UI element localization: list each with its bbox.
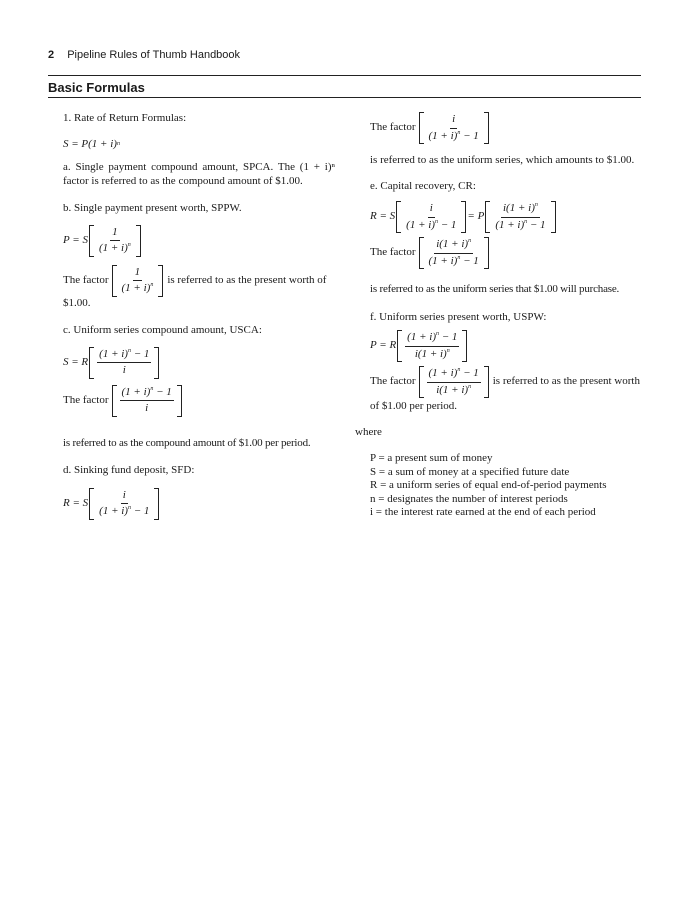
formula-cr: R = S $\frac{i}{(1 + i)^n - 1}$ = P $\frac{i(1 + i)^n}{(1 + i)^n - 1}$: [370, 201, 643, 233]
left-column: [63, 112, 335, 520]
e-factor-prefix: The factor: [370, 246, 416, 259]
definition-item: i = the interest rate earned at the end of each period: [370, 506, 596, 518]
uspw-factor-line: The factor $\frac{(1 + i)^n - 1}{i(1 + i)^n}$ is referred to as the present worth: [370, 366, 643, 398]
page-number: 2: [48, 49, 55, 61]
cr-factor-line: The factor $\frac{i(1 + i)^n}{(1 + i)^n - 1}$: [370, 237, 643, 269]
right-column: [355, 112, 643, 520]
d-text: is referred to as the uniform series, which amounts to $1.00.: [370, 154, 635, 166]
item-b-label: b. Single payment present worth, SPPW.: [63, 202, 242, 214]
section-title: Basic Formulas: [48, 80, 145, 95]
item1-label: 1. Rate of Return Formulas:: [63, 112, 187, 124]
formula-rate-of-return: S = P(1 + i) n: [63, 137, 120, 150]
f-factor-suffix: is referred to as the present worth: [492, 375, 640, 388]
formula-sppw: P = S $\frac{1}{(1 + i)^n}$: [63, 225, 335, 257]
formula-usca: S = R $\frac{(1 + i)^n - 1}{i}$: [63, 347, 335, 379]
f-factor-end: of $1.00 per period.: [370, 400, 458, 412]
item-f-label: f. Uniform series present worth, USPW:: [370, 310, 547, 323]
definition-item: P = a present sum of money: [370, 452, 493, 464]
definitions-list: [370, 452, 643, 520]
usca-factor-line: The factor $\frac{(1 + i)^n - 1}{i}$: [63, 385, 335, 417]
definition-item: S = a sum of money at a specified future date: [370, 465, 570, 478]
item-a-text: a. Single payment compound amount, SPCA. The (1 + i)ⁿ factor is referred to as the compound amount of $1.00.: [63, 161, 335, 187]
formula-uspw: P = R $\frac{(1 + i)^n - 1}{i(1 + i)^n}$: [370, 330, 643, 362]
c-text: is referred to as the compound amount of $1.00 per period.: [63, 436, 311, 449]
sfd-factor-line: The factor $\frac{i}{(1 + i)^n - 1}$: [370, 112, 643, 144]
b-factor-prefix: The factor: [63, 273, 109, 286]
book-title: Pipeline Rules of Thumb Handbook: [67, 49, 241, 61]
where-label: where: [355, 425, 382, 438]
b-factor-suffix: is referred to as the present worth of: [167, 273, 327, 286]
c-factor-prefix: The factor: [63, 393, 109, 406]
running-header: [48, 49, 240, 61]
b-factor-end: $1.00.: [63, 296, 91, 309]
item-c-label: c. Uniform series compound amount, USCA:: [63, 324, 262, 336]
definition-item: R = a uniform series of equal end-of-period payments: [370, 479, 607, 491]
header-rule: [48, 75, 641, 76]
e-text: is referred to as the uniform series that $1.00 will purchase.: [370, 283, 620, 295]
definition-item: n = designates the number of interest periods: [370, 492, 568, 505]
formula-sfd: R = S $\frac{i}{(1 + i)^n - 1}$: [63, 488, 335, 520]
f-factor-prefix: The factor: [370, 375, 416, 388]
section-rule: [48, 97, 641, 98]
item-e-label: e. Capital recovery, CR:: [370, 179, 476, 192]
item-d-label: d. Sinking fund deposit, SFD:: [63, 464, 195, 476]
sppw-factor-line: The factor $\frac{1}{(1 + i)^n}$ is referred to as the present worth of: [63, 265, 335, 297]
d-factor-prefix: The factor: [370, 121, 416, 134]
